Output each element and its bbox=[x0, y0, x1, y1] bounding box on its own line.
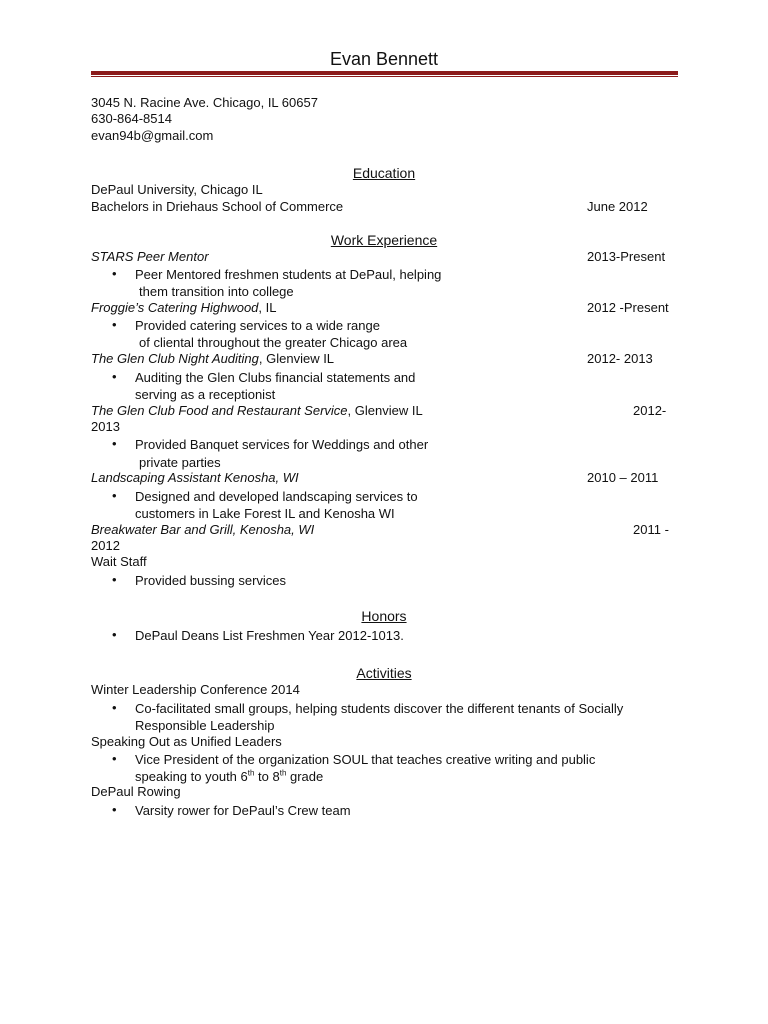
bullet-icon: • bbox=[112, 369, 117, 384]
bullet-icon: • bbox=[112, 488, 117, 503]
job-bullet-text: customers in Lake Forest IL and Kenosha WI bbox=[135, 506, 395, 521]
activity-text-part: grade bbox=[286, 769, 324, 784]
job-date: 2012- 2013 bbox=[587, 351, 653, 366]
bullet-icon: • bbox=[112, 627, 117, 642]
job-date: 2013-Present bbox=[587, 249, 666, 264]
job-date: 2012- bbox=[633, 403, 667, 418]
job-date-wrap: 2013 bbox=[91, 419, 120, 434]
job-bullet-text: of cliental throughout the greater Chicago area bbox=[139, 335, 408, 350]
job-title-line bbox=[91, 300, 277, 316]
job-bullet-text: Provided Banquet services for Weddings and other bbox=[135, 437, 429, 452]
job-bullet-text: Designed and developed landscaping services to bbox=[135, 489, 418, 504]
ordinal-suffix: th bbox=[279, 768, 287, 778]
work-heading: Work Experience bbox=[330, 232, 438, 248]
activity-bullet-text: Varsity rower for DePaul’s Crew team bbox=[135, 803, 351, 818]
job-subtitle: Wait Staff bbox=[91, 554, 147, 569]
job-title: Landscaping Assistant Kenosha, WI bbox=[91, 470, 299, 485]
honors-item: DePaul Deans List Freshmen Year 2012-1013. bbox=[135, 628, 404, 643]
activity-bullet-text: Vice President of the organization SOUL that teaches creative writing and public bbox=[135, 752, 596, 767]
activity-text-part: to 8 bbox=[254, 769, 280, 784]
job-bullet-text: Peer Mentored freshmen students at DePaul, helping bbox=[135, 267, 442, 282]
activity-name: DePaul Rowing bbox=[91, 784, 181, 799]
honors-heading: Honors bbox=[361, 608, 407, 624]
activities-heading: Activities bbox=[356, 665, 412, 681]
education-date: June 2012 bbox=[587, 199, 648, 214]
education-heading: Education bbox=[352, 165, 416, 181]
job-date-wrap: 2012 bbox=[91, 538, 120, 553]
header-rule bbox=[91, 71, 678, 75]
job-title: The Glen Club Night Auditing bbox=[91, 351, 259, 366]
address: 3045 N. Racine Ave. Chicago, IL 60657 bbox=[91, 95, 318, 110]
activity-bullet-text: Co-facilitated small groups, helping students discover the different tenants of Socially bbox=[135, 701, 624, 716]
job-place: , Glenview IL bbox=[347, 403, 423, 418]
job-bullet-text: Auditing the Glen Clubs financial statements and bbox=[135, 370, 416, 385]
job-title-line bbox=[91, 351, 334, 367]
job-place: , IL bbox=[258, 300, 277, 315]
job-bullet-text: private parties bbox=[139, 455, 221, 470]
education-degree: Bachelors in Driehaus School of Commerce bbox=[91, 199, 344, 214]
bullet-icon: • bbox=[112, 572, 117, 587]
job-date: 2012 -Present bbox=[587, 300, 669, 315]
header-rule-thin bbox=[91, 76, 678, 77]
job-date: 2010 – 2011 bbox=[587, 470, 659, 485]
bullet-icon: • bbox=[112, 436, 117, 451]
job-title-line bbox=[91, 403, 423, 419]
phone: 630-864-8514 bbox=[91, 111, 172, 126]
bullet-icon: • bbox=[112, 700, 117, 715]
bullet-icon: • bbox=[112, 802, 117, 817]
job-bullet-text: serving as a receptionist bbox=[135, 387, 276, 402]
bullet-icon: • bbox=[112, 266, 117, 281]
activity-name: Speaking Out as Unified Leaders bbox=[91, 734, 282, 749]
activity-name: Winter Leadership Conference 2014 bbox=[91, 682, 300, 697]
job-bullet-text: Provided catering services to a wide range bbox=[135, 318, 380, 333]
job-title: The Glen Club Food and Restaurant Service bbox=[91, 403, 348, 418]
bullet-icon: • bbox=[112, 317, 117, 332]
education-school: DePaul University, Chicago IL bbox=[91, 182, 263, 197]
bullet-icon: • bbox=[112, 751, 117, 766]
activity-text-part: speaking to youth 6 bbox=[135, 769, 248, 784]
candidate-name: Evan Bennett bbox=[329, 49, 439, 69]
activity-bullet-text bbox=[135, 768, 323, 785]
job-title: Breakwater Bar and Grill, Kenosha, WI bbox=[91, 522, 315, 537]
job-title: STARS Peer Mentor bbox=[91, 249, 209, 264]
job-title: Froggie’s Catering Highwood bbox=[91, 300, 259, 315]
job-bullet-text: Provided bussing services bbox=[135, 573, 287, 588]
ordinal-suffix: th bbox=[247, 768, 255, 778]
activity-bullet-text: Responsible Leadership bbox=[135, 718, 275, 733]
job-bullet-text: them transition into college bbox=[139, 284, 294, 299]
job-date: 2011 - bbox=[633, 522, 669, 537]
job-place: , Glenview IL bbox=[258, 351, 335, 366]
email: evan94b@gmail.com bbox=[91, 128, 214, 143]
